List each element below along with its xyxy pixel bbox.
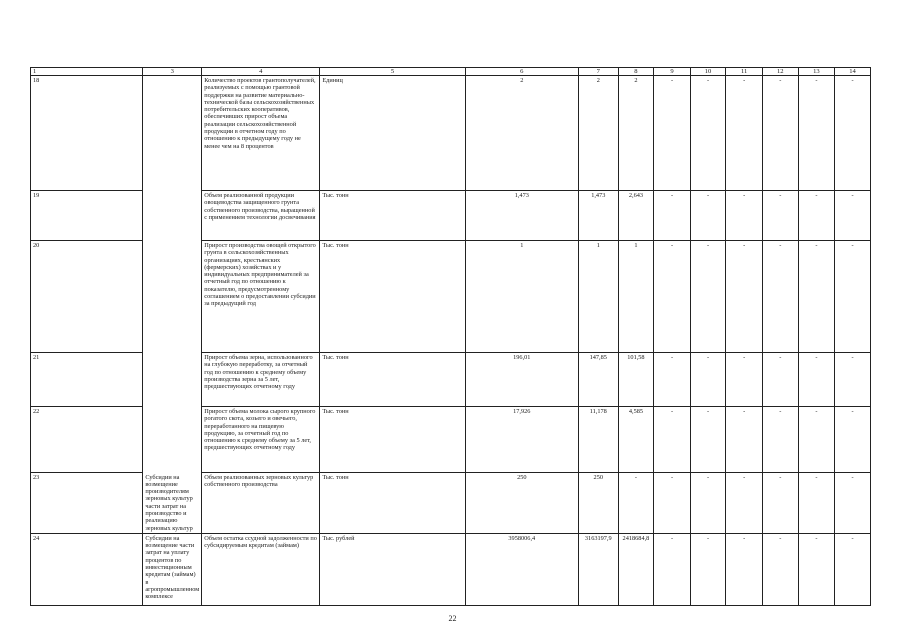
value-cell-12: - — [762, 473, 798, 534]
unit-cell: Тыс. тонн — [320, 473, 465, 534]
measure-cell — [143, 241, 202, 353]
value-cell-11: - — [726, 241, 763, 353]
indicator-cell: Объем реализованной продукции овощеводства защищенного грунта собственного производства, выращенной с применением технологии досвечивания — [202, 191, 320, 241]
col-header-9: 9 — [654, 68, 690, 76]
value-cell-11: - — [726, 76, 763, 191]
row-number: 24 — [31, 533, 143, 605]
value-cell-11: - — [726, 191, 763, 241]
row-number: 23 — [31, 473, 143, 534]
value-cell-14: - — [835, 191, 871, 241]
value-cell-8: 4,585 — [618, 407, 654, 473]
measure-cell — [143, 76, 202, 191]
table-row — [31, 473, 905, 534]
table-row — [31, 241, 905, 353]
row-number: 18 — [31, 76, 143, 191]
value-cell-9: - — [654, 353, 690, 407]
col-header-8: 8 — [618, 68, 654, 76]
measure-cell: Субсидии на возмещение части затрат на уплату процентов по инвестиционным кредитам (займам) в агропромышленном комплексе — [143, 533, 202, 605]
value-cell-11: - — [726, 407, 763, 473]
value-cell-7: 1,473 — [579, 191, 619, 241]
table-row — [31, 407, 905, 473]
value-cell-13: - — [798, 76, 835, 191]
col-header-10: 10 — [690, 68, 726, 76]
value-cell-14: - — [835, 533, 871, 605]
value-cell-12: - — [762, 76, 798, 191]
value-cell-6: 1 — [465, 241, 578, 353]
value-cell-13: - — [798, 241, 835, 353]
row-number: 20 — [31, 241, 143, 353]
column-number-row — [31, 68, 905, 76]
value-cell-9: - — [654, 191, 690, 241]
measure-cell — [143, 191, 202, 241]
indicators-table — [30, 67, 905, 606]
value-cell-12: - — [762, 533, 798, 605]
value-cell-10: - — [690, 353, 726, 407]
value-cell-10: - — [690, 241, 726, 353]
unit-cell: Тыс. тонн — [320, 353, 465, 407]
indicator-cell: Объем реализованных зерновых культур собственного производства — [202, 473, 320, 534]
value-cell-10: - — [690, 407, 726, 473]
measure-cell: Субсидии на возмещение производителям зерновых культур части затрат на производство и реализацию зерновых культур — [143, 473, 202, 534]
col-header-12: 12 — [762, 68, 798, 76]
table-row — [31, 533, 905, 605]
col-header-13: 13 — [798, 68, 835, 76]
value-cell-7: 3163197,9 — [579, 533, 619, 605]
value-cell-6: 250 — [465, 473, 578, 534]
col-header-3: 3 — [143, 68, 202, 76]
value-cell-8: 101,58 — [618, 353, 654, 407]
value-cell-10: - — [690, 533, 726, 605]
value-cell-9: - — [654, 241, 690, 353]
col-header-5: 5 — [320, 68, 465, 76]
value-cell-13: - — [798, 407, 835, 473]
col-header-6: 6 — [465, 68, 578, 76]
indicator-cell: Количество проектов грантополучателей, реализуемых с помощью грантовой поддержки на развитие материально-технической базы сельскохозяйственных потребительских кооперативов, обеспечивших прирост объема реализации сельскохозяйственной продукции в отчетном году по отношению к предыдущему году не менее чем на 8 процентов — [202, 76, 320, 191]
unit-cell: Тыс. тонн — [320, 407, 465, 473]
value-cell-14: - — [835, 407, 871, 473]
unit-cell: Единиц — [320, 76, 465, 191]
value-cell-6: 2 — [465, 76, 578, 191]
value-cell-7: 1 — [579, 241, 619, 353]
col-header-14: 14 — [835, 68, 871, 76]
value-cell-7: 250 — [579, 473, 619, 534]
col-header-11: 11 — [726, 68, 763, 76]
value-cell-14: - — [835, 353, 871, 407]
table-row — [31, 191, 905, 241]
value-cell-6: 3958006,4 — [465, 533, 578, 605]
value-cell-8: - — [618, 473, 654, 534]
value-cell-8: 2418684,8 — [618, 533, 654, 605]
value-cell-14: - — [835, 473, 871, 534]
value-cell-9: - — [654, 407, 690, 473]
table-row — [31, 353, 905, 407]
value-cell-6: 1,473 — [465, 191, 578, 241]
value-cell-14: - — [835, 241, 871, 353]
value-cell-11: - — [726, 533, 763, 605]
indicator-cell: Прирост производства овощей открытого грунта в сельскохозяйственных организациях, крестьянских (фермерских) хозяйствах и у индивидуальных предпринимателей за отчетный год по отношению к показателю, предусмотренному соглашением о предоставлении субсидии за предыдущий год — [202, 241, 320, 353]
value-cell-12: - — [762, 191, 798, 241]
value-cell-13: - — [798, 473, 835, 534]
value-cell-6: 17,926 — [465, 407, 578, 473]
value-cell-8: 2 — [618, 76, 654, 191]
row-number: 19 — [31, 191, 143, 241]
value-cell-12: - — [762, 241, 798, 353]
value-cell-10: - — [690, 191, 726, 241]
value-cell-10: - — [690, 473, 726, 534]
value-cell-9: - — [654, 76, 690, 191]
value-cell-9: - — [654, 533, 690, 605]
value-cell-7: 147,85 — [579, 353, 619, 407]
value-cell-6: 196,01 — [465, 353, 578, 407]
value-cell-13: - — [798, 533, 835, 605]
col-header-1: 1 — [31, 68, 143, 76]
table-row — [31, 76, 905, 191]
value-cell-11: - — [726, 473, 763, 534]
value-cell-8: 2,643 — [618, 191, 654, 241]
value-cell-13: - — [798, 191, 835, 241]
value-cell-8: 1 — [618, 241, 654, 353]
row-number: 22 — [31, 407, 143, 473]
measure-cell — [143, 353, 202, 407]
indicator-cell: Объем остатка ссудной задолженности по субсидируемым кредитам (займам) — [202, 533, 320, 605]
value-cell-12: - — [762, 353, 798, 407]
table-body — [31, 76, 905, 606]
col-header-4: 4 — [202, 68, 320, 76]
unit-cell: Тыс. тонн — [320, 191, 465, 241]
indicator-cell: Прирост объема зерна, использованного на глубокую переработку, за отчетный год по отношению к среднему объему производства зерна за 5 лет, предшествующих отчетному году — [202, 353, 320, 407]
value-cell-11: - — [726, 353, 763, 407]
value-cell-7: 11,178 — [579, 407, 619, 473]
col-header-7: 7 — [579, 68, 619, 76]
value-cell-14: - — [835, 76, 871, 191]
row-number: 21 — [31, 353, 143, 407]
unit-cell: Тыс. тонн — [320, 241, 465, 353]
unit-cell: Тыс. рублей — [320, 533, 465, 605]
measure-cell — [143, 407, 202, 473]
value-cell-10: - — [690, 76, 726, 191]
value-cell-7: 2 — [579, 76, 619, 191]
value-cell-9: - — [654, 473, 690, 534]
indicator-cell: Прирост объема молока сырого крупного рогатого скота, козьего и овечьего, переработанного на пищевую продукцию, за отчетный год по отношению к среднему объему за 5 лет, предшествующих отчетному году — [202, 407, 320, 473]
page-number: 22 — [448, 614, 457, 623]
value-cell-12: - — [762, 407, 798, 473]
value-cell-13: - — [798, 353, 835, 407]
